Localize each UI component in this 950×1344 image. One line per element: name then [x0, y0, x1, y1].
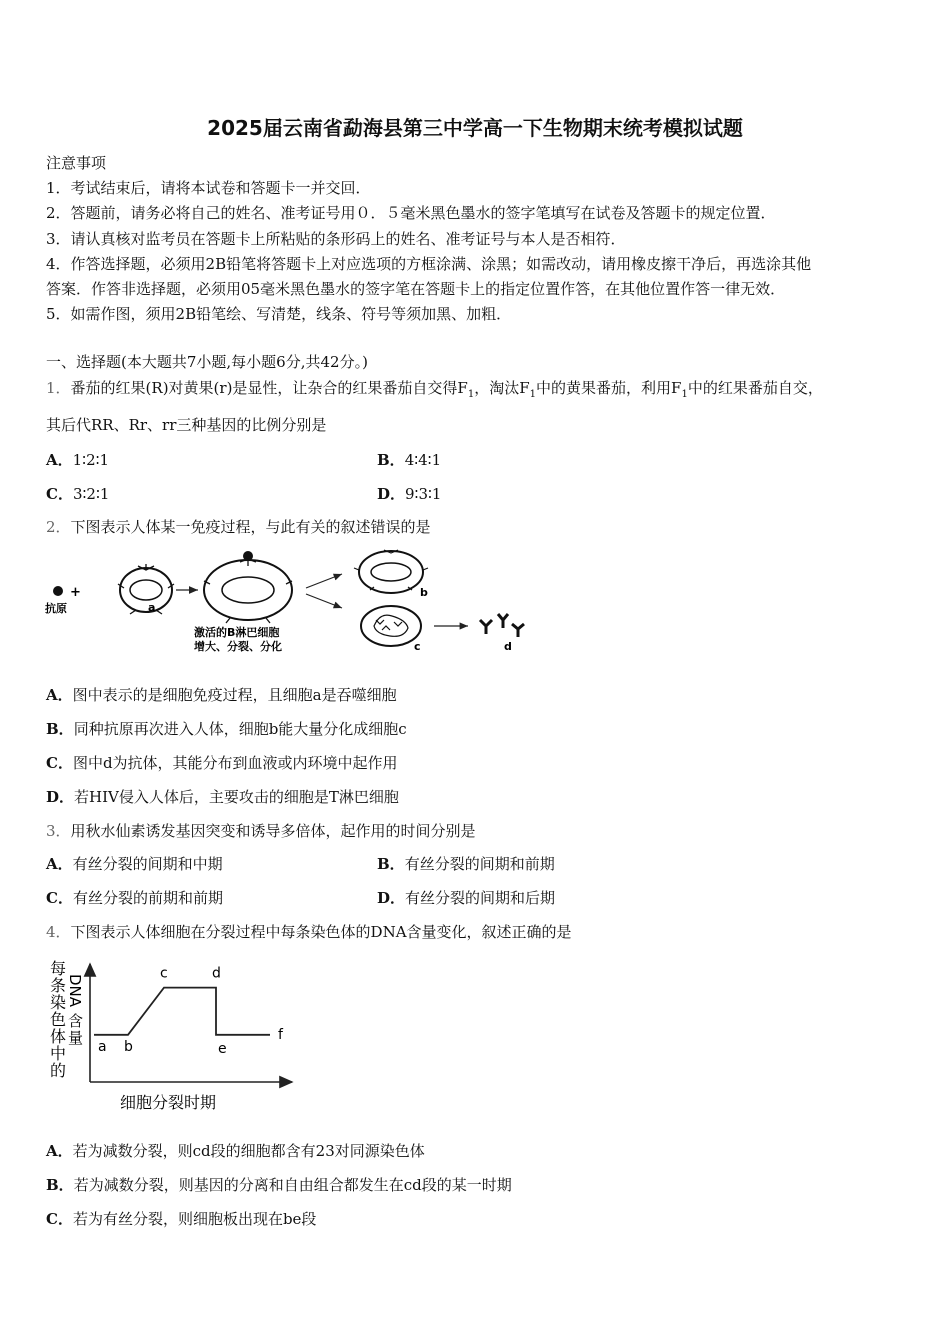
point-label-b: b [124, 1038, 133, 1055]
y-axis-label [50, 959, 66, 1080]
point-label-e: e [218, 1040, 227, 1057]
notice-item: 3．请认真核对监考员在答题卡上所粘贴的条形码上的姓名、准考证号与本人是否相符． [46, 230, 626, 248]
y-label-char: 的 [50, 1061, 67, 1080]
y-label-char: 含 [68, 1012, 84, 1030]
label-d: d [504, 640, 512, 653]
figure-caption: 增大、分裂、分化 [194, 640, 282, 653]
option-b[interactable]: B．同种抗原再次进入人体，细胞b能大量分化成细胞c [46, 720, 407, 738]
y-label-char: 每 [50, 959, 67, 978]
option-c[interactable]: C．图中d为抗体，其能分布到血液或内环境中起作用 [46, 754, 398, 772]
antigen-dot [53, 586, 63, 596]
option-b[interactable]: B．有丝分裂的间期和前期 [377, 855, 555, 873]
y-label-char: 体 [50, 1027, 67, 1046]
dna-series-line [94, 988, 270, 1035]
svg-text:+: + [70, 585, 81, 600]
option-a[interactable]: A．1∶2∶1 [46, 451, 110, 469]
y-label-char: 条 [50, 976, 67, 995]
dna-content-chart [44, 956, 304, 1116]
option-c[interactable]: C．有丝分裂的前期和前期 [46, 889, 223, 907]
question-1-stem-line2: 其后代RR、Rr、rr三种基因的比例分别是 [46, 416, 327, 434]
point-label-c: c [160, 965, 168, 982]
section-heading: 一、选择题(本大题共7小题,每小题6分,共42分。) [46, 353, 368, 371]
notice-heading: 注意事项 [46, 154, 107, 172]
option-c[interactable]: C．若为有丝分裂，则细胞板出现在be段 [46, 1210, 317, 1228]
option-d[interactable]: D．若HIV侵入人体后，主要攻击的细胞是T淋巴细胞 [46, 788, 399, 806]
y-label-dna: DNA [66, 974, 84, 1008]
page-title: 2025届云南省勐海县第三中学高一下生物期末统考模拟试题 [207, 116, 743, 140]
label-a: a [148, 601, 156, 614]
option-b[interactable]: B．4∶4∶1 [377, 451, 442, 469]
notice-item: 5．如需作图，须用2B铅笔绘、写清楚，线条、符号等须加黑、加粗． [46, 305, 512, 323]
cell-b [359, 551, 423, 593]
question-1-stem: 1．番茄的红果(R)对黄果(r)是显性，让杂合的红果番茄自交得$F_1$，淘汰$F_1$中的黄果番茄，利用$F_1$中的红果番茄自交， [46, 379, 823, 400]
point-label-a: a [98, 1038, 107, 1055]
label-c: c [414, 640, 421, 653]
antigen-label: 抗原 [45, 602, 67, 615]
notice-item: 4．作答选择题，必须用2B铅笔将答题卡上对应选项的方框涂满、涂黑；如需改动，请用橡皮擦干净后，再选涂其他 [46, 255, 812, 273]
notice-item: 1．考试结束后，请将本试卷和答题卡一并交回． [46, 179, 371, 197]
question-4-stem: 4．下图表示人体细胞在分裂过程中每条染色体的DNA含量变化，叙述正确的是 [46, 923, 572, 941]
option-c[interactable]: C．3∶2∶1 [46, 485, 110, 503]
option-d[interactable]: D．9∶3∶1 [377, 485, 442, 503]
notice-item: 2．答题前，请务必将自己的姓名、准考证号用０．５毫米黑色墨水的签字笔填写在试卷及答题卡的规定位置． [46, 204, 776, 222]
question-3-stem: 3．用秋水仙素诱发基因突变和诱导多倍体，起作用的时间分别是 [46, 822, 476, 840]
option-a[interactable]: A．有丝分裂的间期和中期 [46, 855, 223, 873]
option-a[interactable]: A．若为减数分裂，则cd段的细胞都含有23对同源染色体 [46, 1142, 425, 1160]
cell-a [120, 568, 172, 612]
option-d[interactable]: D．有丝分裂的间期和后期 [377, 889, 556, 907]
x-axis-label: 细胞分裂时期 [120, 1093, 217, 1112]
y-axis-label-dna [66, 974, 84, 1047]
option-a[interactable]: A．图中表示的是细胞免疫过程，且细胞a是吞噬细胞 [46, 686, 397, 704]
label-b: b [420, 586, 428, 599]
y-label-char: 染 [50, 993, 67, 1012]
point-label-d: d [212, 965, 221, 982]
option-b[interactable]: B．若为减数分裂，则基因的分离和自由组合都发生在cd段的某一时期 [46, 1176, 512, 1194]
question-2-stem: 2．下图表示人体某一免疫过程，与此有关的叙述错误的是 [46, 518, 431, 536]
y-label-char: 量 [68, 1029, 84, 1047]
question-number: 1． [46, 379, 71, 397]
y-label-char: 中 [50, 1044, 67, 1063]
y-label-char: 色 [50, 1010, 67, 1029]
activated-b-cell [204, 560, 292, 620]
notice-item: 答案．作答非选择题，必须用05毫米黑色墨水的签字笔在答题卡上的指定位置作答，在其他位置作答一律无效． [46, 280, 786, 298]
point-label-f: f [278, 1026, 283, 1043]
cell-c [361, 606, 421, 646]
figure-caption: 激活的B淋巴细胞 [194, 626, 280, 639]
immune-process-figure [44, 544, 544, 660]
